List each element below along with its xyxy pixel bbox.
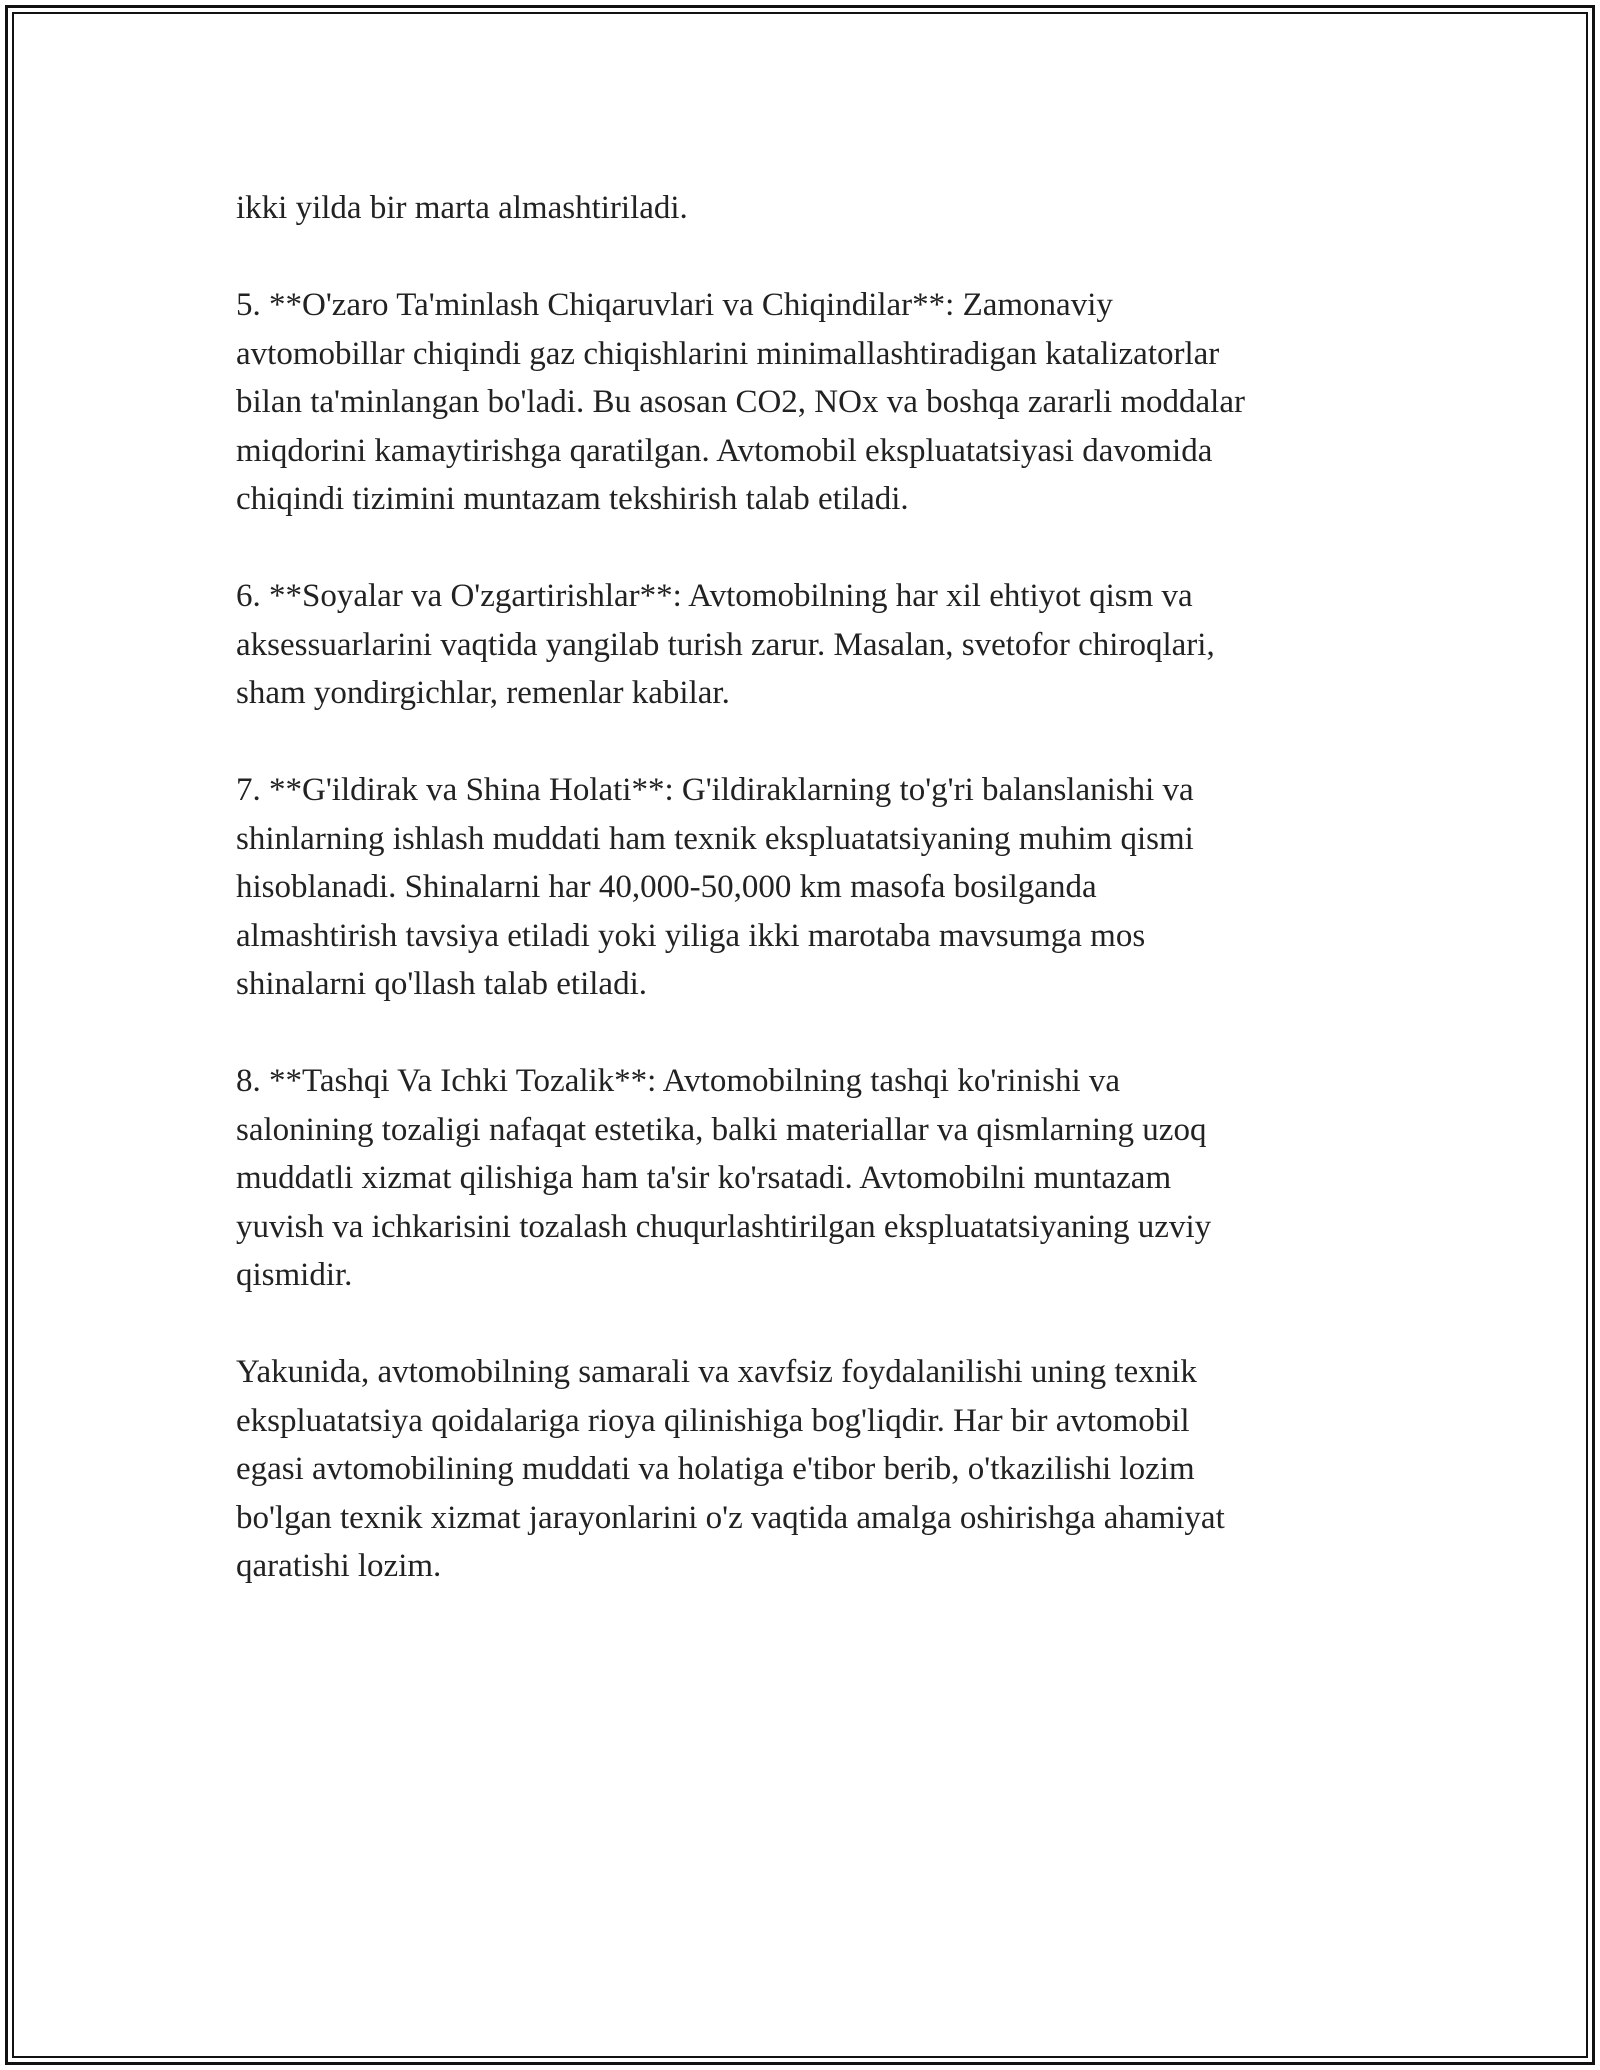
text-line: bilan ta'minlangan bo'ladi. Bu asosan CO2, NOx va boshqa zararli moddalar: [236, 384, 1245, 420]
text-line: qismidir.: [236, 1257, 353, 1293]
text-line: salonining tozaligi nafaqat estetika, balki materiallar va qismlarning uzoq: [236, 1111, 1207, 1148]
text-line: aksessuarlarini vaqtida yangilab turish zarur. Masalan, svetofor chiroqlari,: [236, 626, 1215, 663]
text-line: sham yondirgichlar, remenlar kabilar.: [236, 675, 730, 711]
text-line: yuvish va ichkarisini tozalash chuqurlashtirilgan ekspluatatsiyaning uzviy: [236, 1208, 1212, 1245]
text-line: bo'lgan texnik xizmat jarayonlarini o'z vaqtida amalga oshirishga ahamiyat: [236, 1499, 1225, 1536]
paragraph-item-5: [236, 281, 1386, 524]
text-line: muddatli xizmat qilishiga ham ta'sir ko'rsatadi. Avtomobilni muntazam: [236, 1160, 1172, 1196]
paragraph-continuation: [236, 184, 1386, 233]
document-body: [236, 184, 1386, 1639]
text-line: miqdorini kamaytirishga qaratilgan. Avtomobil ekspluatatsiyasi davomida: [236, 432, 1213, 469]
text-line: ikki yilda bir marta almashtiriladi.: [236, 190, 688, 226]
text-line: almashtirish tavsiya etiladi yoki yiliga ikki marotaba mavsumga mos: [236, 917, 1146, 954]
text-line: hisoblanadi. Shinalarni har 40,000-50,000 km masofa bosilganda: [236, 869, 1097, 905]
text-line: 5. **O'zaro Ta'minlash Chiqaruvlari va Chiqindilar**: Zamonaviy: [236, 287, 1113, 323]
text-line: Yakunida, avtomobilning samarali va xavfsiz foydalanilishi uning texnik: [236, 1354, 1197, 1390]
paragraph-item-6: [236, 572, 1386, 718]
paragraph-item-7: [236, 766, 1386, 1009]
text-line: avtomobillar chiqindi gaz chiqishlarini minimallashtiradigan katalizatorlar: [236, 335, 1220, 372]
text-line: 8. **Tashqi Va Ichki Tozalik**: Avtomobilning tashqi ko'rinishi va: [236, 1063, 1121, 1099]
text-line: shinalarni qo'llash talab etiladi.: [236, 966, 648, 1002]
text-line: 7. **G'ildirak va Shina Holati**: G'ildiraklarning to'g'ri balanslanishi va: [236, 772, 1194, 808]
paragraph-conclusion: [236, 1348, 1386, 1591]
text-line: ekspluatatsiya qoidalariga rioya qilinishiga bog'liqdir. Har bir avtomobil: [236, 1402, 1190, 1439]
text-line: qaratishi lozim.: [236, 1548, 442, 1584]
text-line: shinlarning ishlash muddati ham texnik ekspluatatsiyaning muhim qismi: [236, 820, 1194, 857]
text-line: chiqindi tizimini muntazam tekshirish talab etiladi.: [236, 481, 909, 517]
paragraph-item-8: [236, 1057, 1386, 1300]
text-line: 6. **Soyalar va O'zgartirishlar**: Avtomobilning har xil ehtiyot qism va: [236, 578, 1193, 614]
text-line: egasi avtomobilining muddati va holatiga e'tibor berib, o'tkazilishi lozim: [236, 1451, 1195, 1487]
